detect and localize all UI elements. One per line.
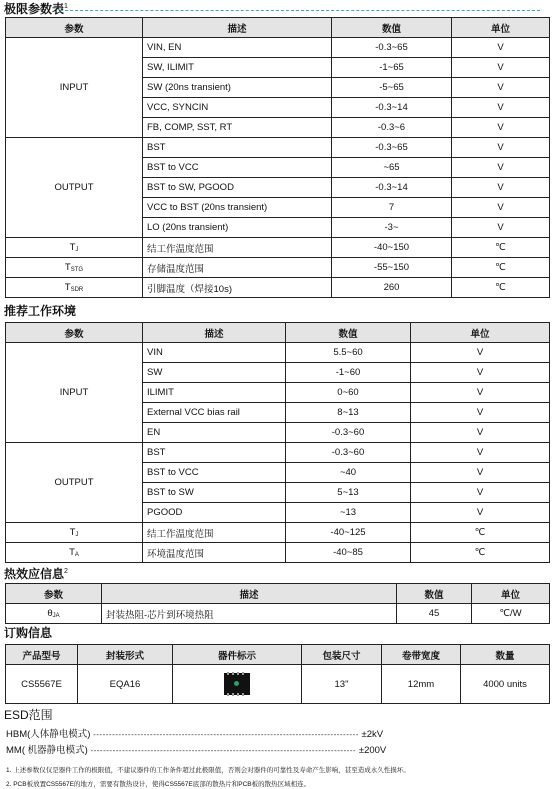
col-header: 描述 [143,18,332,38]
col-header: 数值 [332,18,452,38]
unit-cell: V [411,403,550,423]
col-header: 参数 [6,18,143,38]
value-cell: 0~60 [286,383,411,403]
table-row [6,443,550,463]
table-row [6,543,550,563]
mm-value: ±200V [358,745,387,756]
unit-cell: V [452,198,550,218]
abs-header-row [6,18,550,38]
value-cell: 45 [397,604,472,624]
value-cell: 5~13 [286,483,411,503]
chip-marking-icon [224,673,250,695]
param-cell: TJ [6,523,143,543]
unit-cell: ℃ [452,258,550,278]
value-cell: ~40 [286,463,411,483]
footnote-1: 1. 上述参数仅仅是器件工作的极限值，不建议器件的工作条件超过此极限值，否则会对器件的可靠性及寿命产生影响，甚至造成永久性损坏。 [6,767,410,774]
desc-cell: BST [143,138,332,158]
col-header: 器件标示 [173,645,302,665]
col-header: 参数 [6,584,102,604]
unit-cell: V [411,443,550,463]
unit-cell: V [452,38,550,58]
desc-cell: ILIMIT [143,383,286,403]
rec-title: 推荐工作环境 [4,304,77,318]
param-group-cell: OUTPUT [6,138,143,238]
dash-leader: ------------------------------------------------------------------------------------ [93,730,359,739]
desc-cell: EN [143,423,286,443]
desc-cell: BST to VCC [143,463,286,483]
desc-cell: VIN [143,343,286,363]
mm-label: MM( 机器静电模式) [6,745,88,756]
qty-cell: 4000 units [461,665,550,704]
esd-hbm-line [6,726,383,740]
desc-cell: SW, ILIMIT [143,58,332,78]
col-header: 产品型号 [6,645,78,665]
desc-cell: LO (20ns transient) [143,218,332,238]
desc-cell: 存储温度范围 [143,258,332,278]
desc-cell: SW (20ns transient) [143,78,332,98]
hbm-value: ±2kV [361,729,384,740]
col-header: 数值 [286,323,411,343]
param-group-cell: INPUT [6,343,143,443]
value-cell: -0.3~60 [286,443,411,463]
param-cell: θJA [6,604,102,624]
value-cell: -0.3~65 [332,138,452,158]
value-cell: -0.3~65 [332,38,452,58]
unit-cell: ℃ [411,543,550,563]
table-row [6,523,550,543]
dash-leader: ------------------------------------------------------------------------------------ [90,746,357,755]
col-header: 参数 [6,323,143,343]
thermal-header-row [6,584,550,604]
table-row [6,278,550,298]
value-cell: -0.3~60 [286,423,411,443]
desc-cell: VCC to BST (20ns transient) [143,198,332,218]
value-cell: -3~ [332,218,452,238]
desc-cell: 环境温度范围 [143,543,286,563]
desc-cell: External VCC bias rail [143,403,286,423]
thermal-table [5,583,550,624]
esd-title: ESD范围 [4,708,53,722]
value-cell: -0.3~14 [332,98,452,118]
value-cell: ~65 [332,158,452,178]
unit-cell: V [411,483,550,503]
table-row [6,38,550,58]
value-cell: -0.3~6 [332,118,452,138]
desc-cell: BST to VCC [143,158,332,178]
desc-cell: BST to SW, PGOOD [143,178,332,198]
abs-max-table [5,17,550,298]
table-row [6,258,550,278]
order-title: 订购信息 [4,626,53,640]
desc-cell: FB, COMP, SST, RT [143,118,332,138]
param-cell: TJ [6,238,143,258]
marking-cell [173,665,302,704]
title-divider [60,10,540,11]
unit-cell: V [452,158,550,178]
col-header: 卷带宽度 [382,645,461,665]
unit-cell: ℃ [452,238,550,258]
unit-cell: V [411,423,550,443]
order-header-row [6,645,550,665]
value-cell: 7 [332,198,452,218]
unit-cell: V [452,98,550,118]
value-cell: -1~65 [332,58,452,78]
desc-cell: VCC, SYNCIN [143,98,332,118]
tape-cell: 12mm [382,665,461,704]
col-header: 单位 [411,323,550,343]
table-row [6,604,550,624]
desc-cell: 结工作温度范围 [143,238,332,258]
col-header: 描述 [102,584,397,604]
col-header: 单位 [472,584,550,604]
unit-cell: V [452,218,550,238]
unit-cell: ℃ [411,523,550,543]
value-cell: -0.3~14 [332,178,452,198]
desc-cell: 引脚温度（焊接10s) [143,278,332,298]
unit-cell: V [411,463,550,483]
thermal-title: 热效应信息$^2$ [4,567,68,581]
value-cell: 8~13 [286,403,411,423]
param-group-cell: OUTPUT [6,443,143,523]
desc-cell: 封装热阻-芯片到环境热阻 [102,604,397,624]
value-cell: -40~150 [332,238,452,258]
unit-cell: V [411,383,550,403]
unit-cell: V [452,118,550,138]
value-cell: ~13 [286,503,411,523]
value-cell: -40~125 [286,523,411,543]
col-header: 包装尺寸 [302,645,382,665]
desc-cell: BST to SW [143,483,286,503]
unit-cell: ℃/W [472,604,550,624]
unit-cell: V [452,78,550,98]
model-cell: CS5567E [6,665,78,704]
desc-cell: PGOOD [143,503,286,523]
desc-cell: BST [143,443,286,463]
param-cell: TSDR [6,278,143,298]
rec-table [5,322,550,563]
unit-cell: ℃ [452,278,550,298]
value-cell: -1~60 [286,363,411,383]
table-row [6,343,550,363]
desc-cell: VIN, EN [143,38,332,58]
unit-cell: V [411,503,550,523]
order-table [5,644,550,704]
unit-cell: V [411,343,550,363]
rec-header-row [6,323,550,343]
value-cell: -40~85 [286,543,411,563]
unit-cell: V [411,363,550,383]
col-header: 单位 [452,18,550,38]
abs-max-title: 极限参数表$^1$ [4,2,68,16]
col-header: 封装形式 [78,645,173,665]
param-cell: TA [6,543,143,563]
param-group-cell: INPUT [6,38,143,138]
value-cell: 5.5~60 [286,343,411,363]
footnote-2: 2. PCB板放置CS5567E的地方，需要有散热设计，使得CS5567E底部的散热片和PCB板的散热区域相连。 [6,781,311,788]
value-cell: -5~65 [332,78,452,98]
table-row [6,238,550,258]
table-row [6,665,550,704]
hbm-label: HBM(人体静电模式) [6,729,91,740]
unit-cell: V [452,178,550,198]
desc-cell: 结工作温度范围 [143,523,286,543]
reel-cell: 13" [302,665,382,704]
value-cell: -55~150 [332,258,452,278]
col-header: 数值 [397,584,472,604]
desc-cell: SW [143,363,286,383]
col-header: 数量 [461,645,550,665]
esd-mm-line [6,742,386,756]
unit-cell: V [452,138,550,158]
unit-cell: V [452,58,550,78]
table-row [6,138,550,158]
package-cell: EQA16 [78,665,173,704]
col-header: 描述 [143,323,286,343]
param-cell: TSTG [6,258,143,278]
value-cell: 260 [332,278,452,298]
